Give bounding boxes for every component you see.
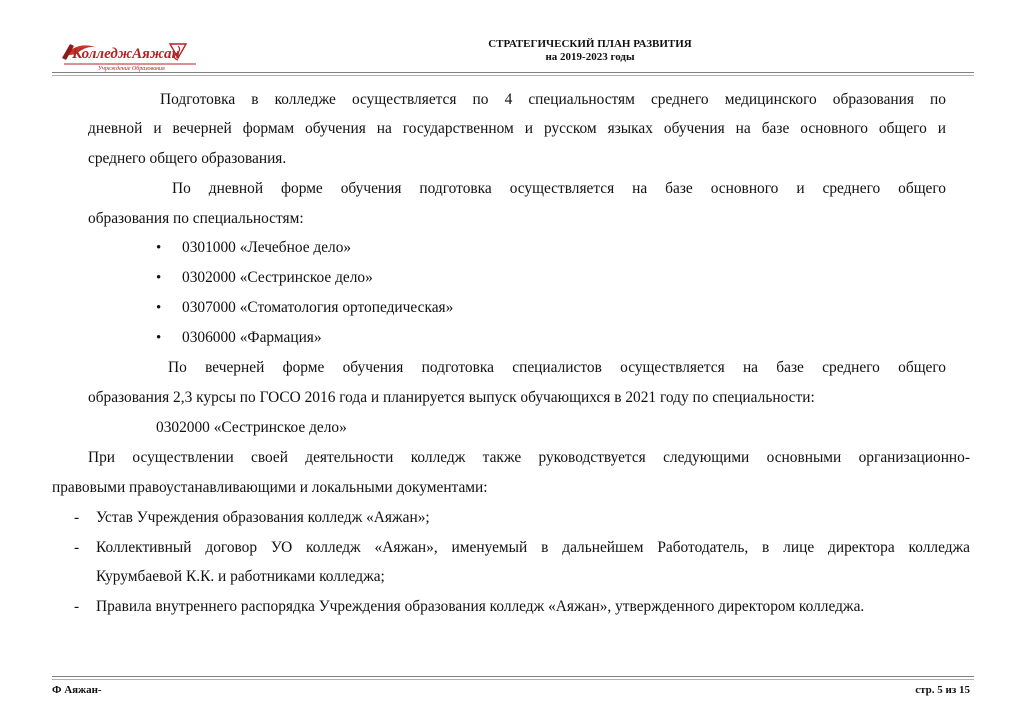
paragraph-line: образования 2,3 курсы по ГОСО 2016 года и планируется выпуск обучающихся в 2021 году по специальности: xyxy=(88,389,815,406)
paragraph-line: правовыми правоустанавливающими и локальными документами: xyxy=(52,479,488,496)
paragraph-line: Подготовка в колледже осуществляется по 4 специальностям среднего медицинского образования по xyxy=(160,91,946,108)
bullet-icon: • xyxy=(156,270,162,286)
bullet-icon: • xyxy=(156,330,162,346)
specialty-item: 0301000 «Лечебное дело» xyxy=(182,239,352,256)
paragraph-line: дневной и вечерней формам обучения на государственном и русском языках обучения на базе основного общего и xyxy=(88,120,946,137)
document-item: Правила внутреннего распорядка Учреждения образования колледж «Аяжан», утвержденного директором колледжа. xyxy=(96,598,865,615)
paragraph-line: При осуществлении своей деятельности колледж также руководствуется следующими основными организационно- xyxy=(88,449,970,466)
dash-marker: - xyxy=(74,539,80,556)
page-number: стр. 5 из 15 xyxy=(915,684,970,696)
paragraph-line: По вечерней форме обучения подготовка специалистов осуществляется на базе среднего общего xyxy=(168,359,946,376)
svg-text:Учреждение Образования: Учреждение Образования xyxy=(98,66,165,72)
dash-marker: - xyxy=(74,509,80,526)
specialty-item: 0302000 «Сестринское дело» xyxy=(182,269,373,286)
paragraph-line: среднего общего образования. xyxy=(88,150,287,167)
bullet-icon: • xyxy=(156,300,162,316)
paragraph-line: По дневной форме обучения подготовка осуществляется на базе основного и среднего общего xyxy=(172,180,946,197)
bullet-icon: • xyxy=(156,240,162,256)
dash-marker: - xyxy=(74,598,80,615)
document-item-continued: Курумбаевой К.К. и работниками колледжа; xyxy=(96,568,385,585)
document-item: Устав Учреждения образования колледж «Аяжан»; xyxy=(96,509,430,526)
footer-rule-thin xyxy=(52,679,974,680)
plan-title: СТРАТЕГИЧЕСКИЙ ПЛАН РАЗВИТИЯ xyxy=(488,38,692,50)
plan-period: на 2019-2023 годы xyxy=(545,51,635,63)
footer-rule xyxy=(52,676,974,677)
specialty-item: 0306000 «Фармация» xyxy=(182,329,322,346)
specialty-item: 0307000 «Стоматология ортопедическая» xyxy=(182,299,454,316)
paragraph-line: образования по специальностям: xyxy=(88,210,304,227)
paragraph-line: 0302000 «Сестринское дело» xyxy=(156,419,347,436)
svg-text:КолледжАяжан: КолледжАяжан xyxy=(72,46,180,62)
document-item: Коллективный договор УО колледж «Аяжан», именуемый в дальнейшем Работодатель, в лице директора колледжа xyxy=(96,539,970,556)
footer-form-code: Ф Аяжан- xyxy=(52,684,102,696)
